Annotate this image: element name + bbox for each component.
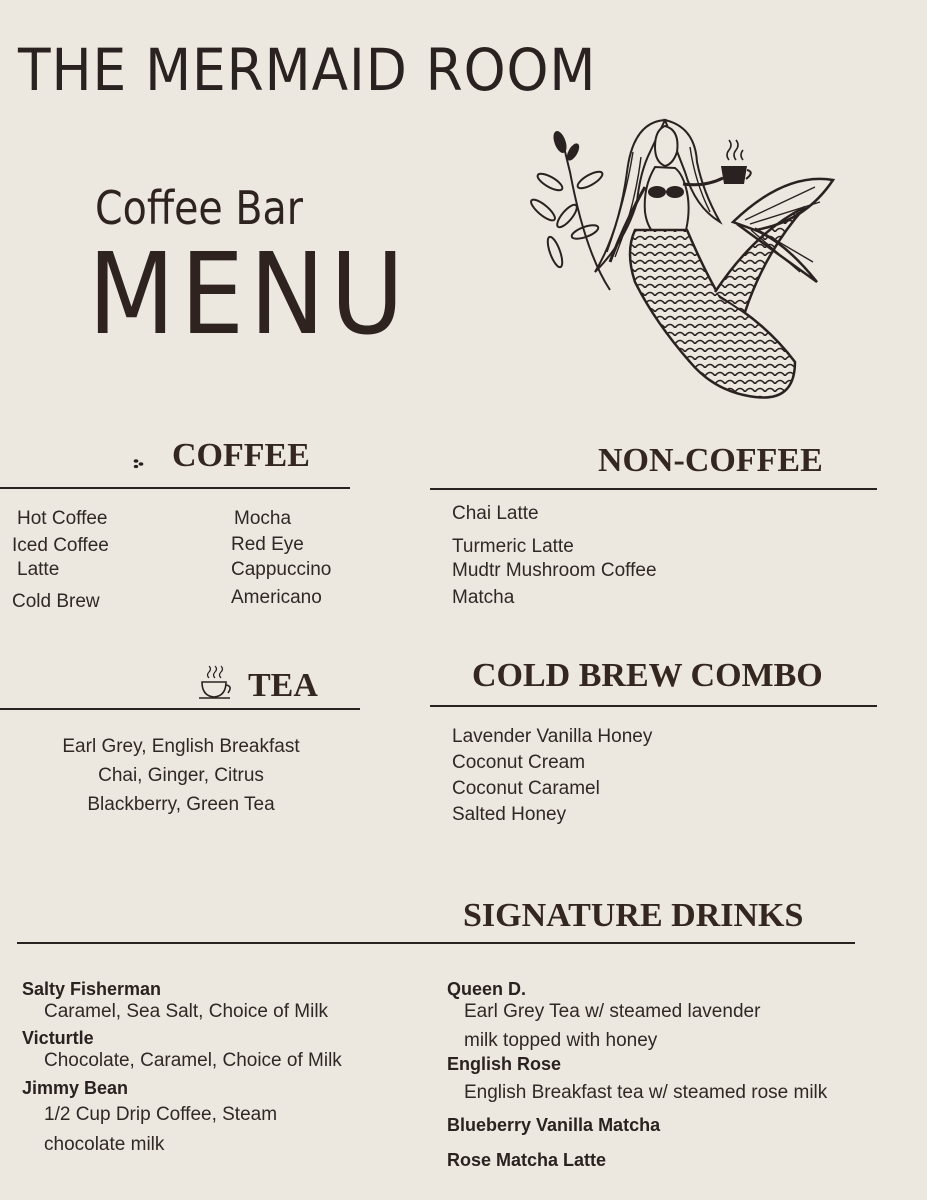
coffee-beans-icon [132, 457, 146, 469]
drink-description: 1/2 Cup Drip Coffee, Steam [44, 1104, 278, 1125]
tea-divider [0, 708, 360, 710]
menu-item: Lavender Vanilla Honey [452, 726, 653, 747]
tea-line: Chai, Ginger, Citrus [98, 765, 264, 786]
drink-name: English Rose [447, 1054, 562, 1074]
menu-item: Iced Coffee [12, 535, 109, 556]
drink-name: Jimmy Bean [22, 1078, 129, 1098]
cold-brew-combo-section-title: COLD BREW COMBO [472, 657, 823, 694]
menu-item: Latte [17, 559, 60, 580]
tea-line: Earl Grey, English Breakfast [62, 736, 300, 757]
drink-name: Salty Fisherman [22, 979, 162, 999]
tea-cup-icon [198, 666, 236, 702]
tea-line: Blackberry, Green Tea [87, 794, 275, 815]
drink-description: milk topped with honey [464, 1030, 658, 1051]
drink-description: Caramel, Sea Salt, Choice of Milk [44, 1001, 329, 1022]
menu-item: Cappuccino [231, 559, 332, 580]
menu-item: Red Eye [231, 534, 304, 555]
brand-title: THE MERMAID ROOM [18, 36, 597, 104]
coffee-cup-icon [721, 140, 751, 184]
non-coffee-divider [430, 488, 877, 490]
drink-name: Victurtle [22, 1028, 94, 1048]
drink-description: chocolate milk [44, 1134, 165, 1155]
menu-item: Mocha [234, 508, 292, 529]
menu-heading: MENU [88, 230, 410, 360]
menu-item: Mudtr Mushroom Coffee [452, 560, 657, 581]
mermaid-illustration [515, 112, 840, 407]
drink-description: Earl Grey Tea w/ steamed lavender [464, 1001, 761, 1022]
drink-description: English Breakfast tea w/ steamed rose milk [464, 1082, 828, 1103]
coffee-divider [0, 487, 350, 489]
tea-list [0, 732, 362, 819]
menu-item: Turmeric Latte [452, 536, 574, 557]
signature-divider [17, 942, 855, 944]
tea-section-title: TEA [248, 667, 318, 704]
coffee-section-title: COFFEE [172, 437, 310, 474]
drink-description: Chocolate, Caramel, Choice of Milk [44, 1050, 342, 1071]
menu-item: Cold Brew [12, 591, 100, 612]
non-coffee-section-title: NON-COFFEE [598, 442, 823, 479]
cold-brew-combo-divider [430, 705, 877, 707]
drink-name: Queen D. [447, 979, 527, 999]
signature-section-title: SIGNATURE DRINKS [463, 897, 804, 934]
menu-item: Hot Coffee [17, 508, 108, 529]
menu-item: Salted Honey [452, 804, 567, 825]
menu-item: Coconut Cream [452, 752, 586, 773]
menu-item: Chai Latte [452, 503, 539, 524]
menu-subtitle: Coffee Bar [95, 181, 303, 235]
menu-item: Americano [231, 587, 322, 608]
menu-item: Coconut Caramel [452, 778, 600, 799]
menu-item: Matcha [452, 587, 515, 608]
drink-name: Rose Matcha Latte [447, 1150, 607, 1170]
drink-name: Blueberry Vanilla Matcha [447, 1115, 661, 1135]
